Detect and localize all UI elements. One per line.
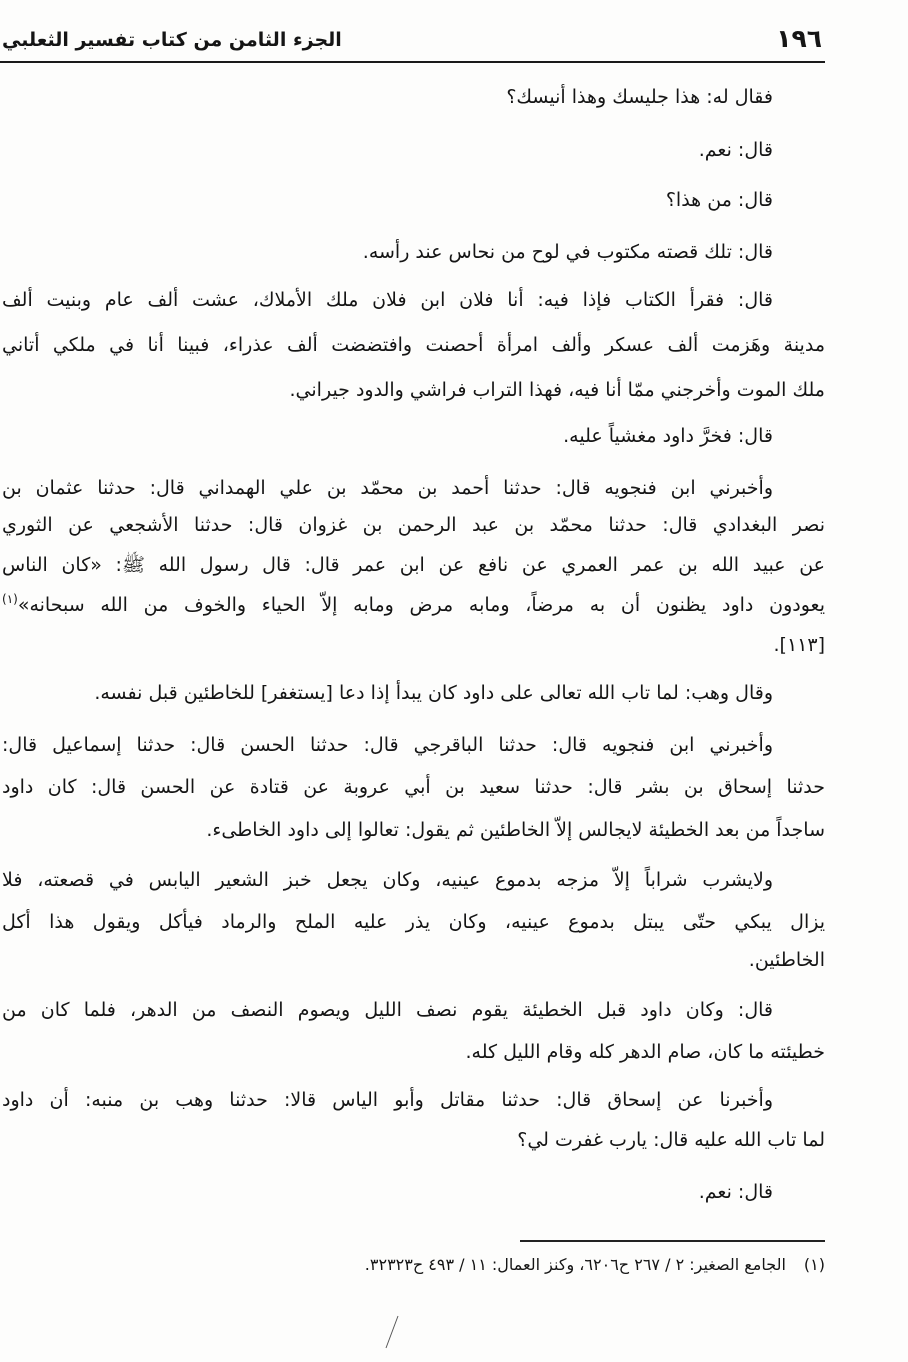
paragraph-line: قال: وكان داود قبل الخطيئة يقوم نصف الليل ويصوم النصف من الدهر، فلما كان من bbox=[2, 999, 773, 1021]
paragraph-line: نصر البغدادي قال: حدثنا محمّد بن عبد الرحمن بن غزوان قال: حدثنا الأشجعي عن الثوري bbox=[2, 514, 825, 536]
paragraph-line: ملك الموت وأخرجني ممّا أنا فيه، فهذا التراب فراشي والدود جيراني. bbox=[289, 379, 825, 401]
paragraph-line: لما تاب الله عليه قال: يارب غفرت لي؟ bbox=[517, 1129, 825, 1151]
paragraph-line: فقال له: هذا جليسك وهذا أنيسك؟ bbox=[506, 86, 773, 108]
pen-mark bbox=[378, 1312, 406, 1352]
footnote-separator bbox=[520, 1240, 825, 1242]
paragraph-line: قال: فخرَّ داود مغشياً عليه. bbox=[563, 425, 773, 447]
paragraph-line: قال: نعم. bbox=[698, 139, 773, 161]
paragraph-line: يزال يبكي حتّى يبتل بدموع عينيه، وكان يذر عليه الملح والرماد فيأكل ويقول هذا أكل bbox=[2, 911, 825, 933]
paragraph-line: ولايشرب شراباً إلاّ مزجه بدموع عينيه، وكان يجعل خبز الشعير اليابس في قصعته، فلا bbox=[2, 869, 773, 891]
paragraph-line: خطيئته ما كان، صام الدهر كله وقام الليل كله. bbox=[465, 1041, 825, 1063]
paragraph-line: مدينة وهَزمت ألف عسكر وألف امرأة أحصنت وافتضضت ألف عذراء، فبينا أنا في ملكي أتاني bbox=[2, 334, 825, 356]
paragraph-line: وأخبرني ابن فنجويه قال: حدثنا أحمد بن محمّد بن علي الهمداني قال: حدثنا عثمان بن bbox=[2, 477, 773, 499]
paragraph-line: حدثنا إسحاق بن بشر قال: حدثنا سعيد بن أبي عروبة عن قتادة عن الحسن قال: كان داود bbox=[2, 776, 825, 798]
page-number: ١٩٦ bbox=[776, 24, 822, 53]
running-title: الجزء الثامن من كتاب تفسير الثعلبي bbox=[2, 29, 342, 51]
footnote bbox=[150, 1247, 825, 1283]
paragraph-line bbox=[2, 587, 825, 623]
paragraph-line: قال: من هذا؟ bbox=[665, 189, 773, 211]
paragraph-line: الخاطئين. bbox=[748, 949, 825, 971]
paragraph-line-text: يعودون داود يظنون أن به مرضاً، ومابه مرض ومابه إلاّ الحياء والخوف من الله سبحانه» bbox=[17, 594, 825, 616]
paragraph-line: قال: فقرأ الكتاب فإذا فيه: أنا فلان ابن فلان ملك الأملاك، عشت ألف عام وبنيت ألف bbox=[2, 289, 773, 311]
paragraph-line: عن عبيد الله بن عمر العمري عن نافع عن ابن عمر قال: قال رسول الله ﷺ: «كان الناس bbox=[2, 554, 825, 576]
paragraph-line: وأخبرني ابن فنجويه قال: حدثنا الباقرجي قال: حدثنا الحسن قال: حدثنا إسماعيل قال: bbox=[2, 734, 773, 756]
paragraph-line: قال: تلك قصته مكتوب في لوح من نحاس عند رأسه. bbox=[362, 241, 773, 263]
paragraph-line: وقال وهب: لما تاب الله تعالى على داود كان يبدأ إذا دعا [يستغفر] للخاطئين قبل نفسه. bbox=[94, 682, 773, 704]
paragraph-line: قال: نعم. bbox=[698, 1181, 773, 1203]
footnote-reference: (١) bbox=[2, 592, 18, 606]
footnote-text: الجامع الصغير: ٢ / ٢٦٧ ح٦٢٠٦، وكنز العمال: ١١ / ٤٩٣ ح٣٢٣٢٣. bbox=[364, 1255, 786, 1274]
paragraph-line: وأخبرنا عن إسحاق قال: حدثنا مقاتل وأبو الياس قالا: حدثنا وهب بن منبه: أن داود bbox=[2, 1089, 773, 1111]
header-rule bbox=[0, 61, 825, 63]
paragraph-line: ساجداً من بعد الخطيئة لايجالس إلاّ الخاطئين ثم يقول: تعالوا إلى داود الخاطىء. bbox=[206, 819, 825, 841]
paragraph-line: [١١٣]. bbox=[773, 634, 825, 656]
footnote-marker: (١) bbox=[803, 1255, 825, 1274]
